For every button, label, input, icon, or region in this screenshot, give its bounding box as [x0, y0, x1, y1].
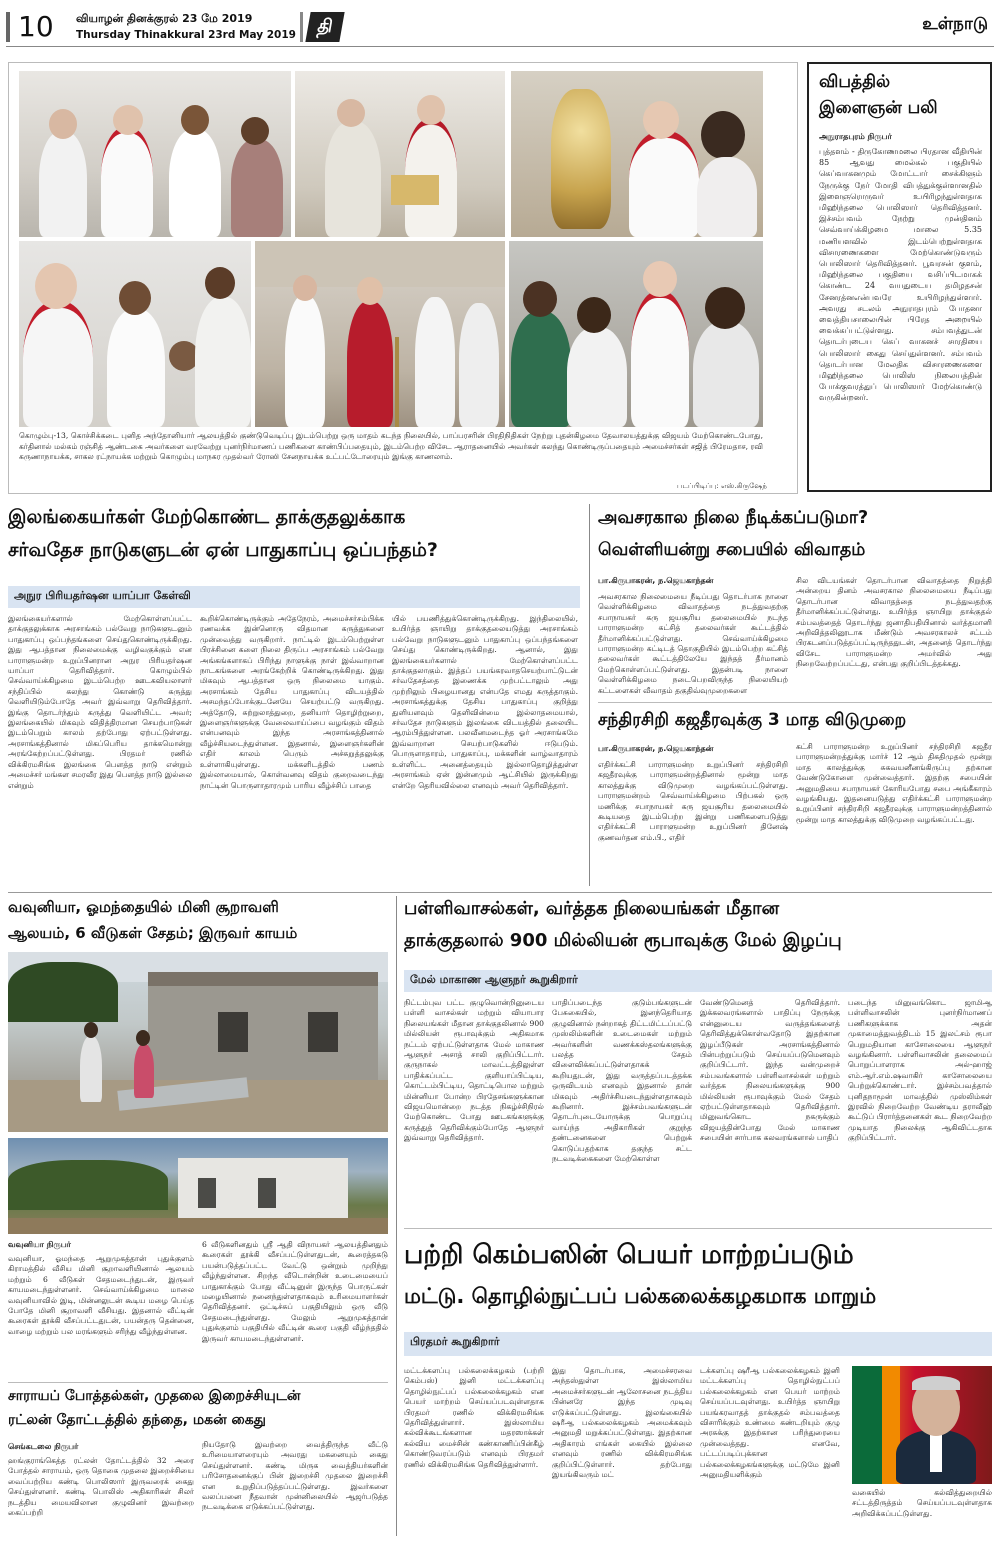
leave-headline: சந்திரசிறி கஜதீரவுக்கு 3 மாத விடுமுறை [598, 710, 907, 730]
masthead-date-english: Thursday Thinakkural 23rd May 2019 [76, 29, 296, 41]
emergency-col-2: சில விடயங்கள் தொடர்பான விவாதத்தை நிறுத்தி அன்றைய தினம் அவசரகால நிலைமையை நீடிப்பது தொடர்பான விவாதத்தை நடத்துவதற்கு தீர்மானிக்கப்பட்டுள்ளது. உயிர்த்த ஞாயிறு தாக்குதல் சம்பவத்தைத் தொடர்ந்து ஜனாதிபதியினால் வர்த்தமானி அறிவித்தலினூடாக மீண்டும் அவசரகாலச் சட்டம் பிரகடனப்படுத்தப்பட்டிருந்ததுடன், அதனைத் தொடர்ந்து விசேட பாராளுமன்ற அமர்வில் அது நிறைவேற்றப்பட்டது, என்பது குறிப்பிடத்தக்கது. [796, 576, 992, 669]
masthead [0, 0, 1000, 50]
leave-top-rule [598, 702, 992, 703]
newspaper-logo [305, 12, 344, 42]
mosque-col-1: நிட்டம்புவ பட்ட குழுவொன்றினுடைய பள்ளி வாசல்கள் மற்றும் வியாபார நிலையங்கள் மீதான தாக்குதலினால் 900 மில்லியன் ரூபாவுக்கும் அதிகமாக நட்டம் ஏற்பட்டுள்ளதாக மேல் மாகாண ஆளுநர் அசாத் சாலி குறிப்பிட்டார். குருநாகல் மாவட்டத்திலுள்ள பாதிக்கப்பட்ட குளியாப்பிட்டிய, கொட்டம்பிட்டிய, தொட்டிபொல மற்றும் மின்னியா போன்ற பிரதேசங்களுக்கான விஜயமொன்றை நடத்த நிகழ்ச்சிநிரல் மேற்கொண்ட போது ஊடகங்களுக்கு கருத்துத் தெரிவிக்கும்போதே ஆளுநர் இவ்வாறு தெரிவித்தார். [404, 998, 544, 1143]
photo-collage [8, 62, 798, 494]
mosque-headline-line2: தாக்குதலால் 900 மில்லியன் ரூபாவுக்கு மேல் இழப்பு [404, 930, 842, 951]
side-story-headline-line1: விபத்தில் [819, 72, 891, 92]
arrest-headline-line2: ரட்லன் தோட்டத்தில் தந்தை, மகன் கைது [8, 1412, 266, 1428]
pact-headline-line1: இலங்கையர்கள் மேற்கொண்ட தாக்குதலுக்காக [8, 506, 406, 528]
emergency-headline-line1: அவசரகால நிலை நீடிக்கப்படுமா? [598, 508, 869, 528]
column-divider-lower [396, 896, 397, 1536]
pact-deck: அநுர பிரியதர்ஷன யாப்பா கேள்வி [8, 586, 580, 608]
photo-statue-veneration [511, 71, 763, 237]
page-number: 10 [18, 10, 54, 43]
campus-headline-line2: மட்டு. தொழில்நுட்பப் பல்கலைக்கழகமாக மாறும் [404, 1284, 877, 1308]
emergency-headline-line2: வெள்ளியன்று சபையில் விவாதம் [598, 540, 866, 560]
mosque-col-2: பாதிப்படைந்த குடும்பங்களுடன் பேசுகையில், இனந்தெரியாத குழுவினால் நன்றாகத் திட்டமிட்டப்பட்டு முஸ்லிம்களின் உடைமைகள் மற்றும் அவர்களின் வணக்கஸ்தலங்களுக்கு பலத்த சேதம் விளைவிக்கப்பட்டுள்ளதாகக் கூறியதுடன், இது வருத்தப்படத்தக்க ஒருவிடயம் எனவும் இதனால் தான் மிகவும் அதிர்ச்சியடைந்துள்ளதாகவும் கூறினார். இச்சம்பவங்களுடன் தொடர்புடையோருக்கு பொறுப்பு வாய்ந்த அதிகாரிகள் குறுந்த தண்டனைகளை பெற்றுக் கொடுப்பதற்காக தகுந்த சட்ட நடவடிக்கைகளை மேற்கொள்ள [552, 998, 692, 1164]
photo-caption: கொழும்பு-13, கொச்சிக்கடை புனித அந்தோனியார் ஆலயத்தில் குண்டுவெடிப்பு இடம்பெற்று ஒரு மாதம் கடந்த நிலையில், பாப்பரசரின் பிரதிநிதிகள் நேற்று புதன்கிழமை தேவாலயத்துக்கு விஜயம் மேற்கொண்டபோது, கர்தினால் மல்கம் ரஞ்சித் ஆண்டகை அவர்களை வரவேற்று புனர்நிர்மாணப் பணிகளை காண்பிப்பதையும், இடம்பெற்ற விசேட ஆராதனையில் அவர்கள் கலந்து கொண்டிருப்பதையும் அமைச்சர்கள் சஜித் பிரேமதாச, ரவி கருணாநாயக்க, சாகல ரட்நாயக்க மற்றும் கொழும்பு மாநகர முதல்வர் ரோஸி சேனநாயக்க உட்பட்டோரையும் இங்கு காணலாம். [19, 431, 763, 462]
photo-damaged-house [8, 952, 388, 1132]
pact-col-2: கூறிக்கொண்டிருக்கும் அதேநேரம், அமைச்சர்சம்பிக்க ரணவக்க இன்னொரு விதமான கருத்துகளை முன்வைத்து வருகிறார். நாட்டில் இடம்பெற்றுள்ள பிரச்சினை களை நிலை திருப்ப அரசாங்கம் பல்வேறு அங்கங்களாகப் பிரிந்து நாளுக்கு நாள் இவ்வாறான நாடகங்களை அரங்கேற்றிக் கொண்டிருக்கிறது. இது மிகவும் ஆபத்தான ஒரு நிலைமை யாகும். அரசாங்கம் தேசிய பாதுகாப்பு விடயத்தில் அசமந்தப்போக்குடனேயே செயற்பட்டு வருகிறது. அத்தோடு, சுற்றுலாத்துறை, தனியார் தொழிற்றுறை, இளைஞர்களுக்கு வேலைவாய்ப்பை வழங்கும் விதம் என்பனவும் இந்த அரசாங்கத்தினால் வீழ்ச்சியடைந்துள்ளன. இதனால், இளைஞர்களின் எதிர் காலம் பெரும் அச்சுறுத்தலுக்கு உள்ளாகியுள்ளது. மக்களிடத்தில் பணம் இல்லாமையால், கொள்வனவு விதம் குறைவடைந்து நாட்டின் பொருளாதாரமும் பாரிய வீழ்ச்சிப் பாதை [200, 614, 384, 790]
page-number-tab [6, 12, 10, 42]
campus-col-1: மட்டக்களப்பு பல்கலைக்கழகம் (பற்றி கெம்பஸ்) இனி மட்டக்களப்பு தொழில்நுட்பப் பல்கலைக்கழகம் என பெயர் மாற்றம் செய்யப்படவுள்ளதாக பிரதமர் ரணில் விக்கிரமசிங்க தெரிவித்துள்ளார். இஸ்லாமிய கல்விக்கூடங்களான மதரஸாக்கள் கல்விய மைச்சின் கண்காணிப்பின்கீழ் கொண்டுவரப்படும் எனவும் பிரதமர் ரணில் விக்கிரமசிங்க தெரிவித்துள்ளார். [404, 1366, 544, 1469]
photo-cardinal-greeting [19, 71, 291, 237]
side-story-byline: அநுராதபுரம் நிருபர் [819, 132, 892, 141]
emergency-byline: பா.கிருபாகரன், ந.ஜெயகாந்தன் [598, 576, 714, 585]
photo-prime-minister [852, 1366, 992, 1484]
storm-headline-line2: ஆலயம், 6 வீடுகள் சேதம்; இருவர் காயம் [8, 924, 298, 942]
newspaper-logo-letter: தி [315, 16, 335, 37]
arrest-top-rule [8, 1382, 388, 1383]
mosque-col-4: படைந்த மினுவங்கொட ஜாமிஆ பள்ளிவாசலின் புனர்நிர்மாணப் பணிகளுக்காக அதன் முகாமைத்துவத்திடம் 15 இலட்சம் ரூபா பெறுமதியான காசோலையை ஆளுநர் வழங்கினார். பள்ளிவாசலின் தலைமைப் பொறுப்பாளராக அல்-ஹாஜ் எம்.ஆர்.எம்.ஷவாகிர் காசோலையை பெற்றுக்கொண்டார். இச்சம்பவத்தால் புனிதநாமூன் மாவத்தில் முஸ்லிம்கள் இரவில் நிறைவேற்ற வேண்டிய தராவீஹ் கூட்டுப் பிரார்த்தனைகள் கூட நிறைவேற்ற முடியாத நிலைக்கு ஆகிவிட்டதாக குறிப்பிட்டார். [848, 998, 992, 1143]
campus-headline-line1: பற்றி கெம்பஸின் பெயர் மாற்றப்படும் [404, 1240, 854, 1270]
section-name: உள்நாடு [922, 14, 988, 34]
photo-altar-service [295, 71, 505, 237]
arrest-col-1: ஹங்குராங்கெத்த ரட்லன் தோட்டத்தில் 32 அரை போத்தல் சாராயம், ஒரு தொகை முதலை இறைச்சியை வைப்பற்றிய கண்டி பொலிஸார் இருவரைக் கைது செய்துள்ளனர். கண்டி பொலிஸ் அதிகாரிகள் சிலர் நடத்திய மையவிலான குழுவினர் இவற்றை கைப்பற்றி [8, 1456, 194, 1518]
photo-cardinal-with-child [19, 241, 251, 427]
photo-roofless-house [8, 1138, 388, 1234]
pact-headline-line2: சர்வதேச நாடுகளுடன் ஏன் பாதுகாப்பு ஒப்பந்தம்? [8, 539, 438, 561]
campus-col-3: டக்களப்பு ஷரீஆ பல்கலைக்கழகம் இனி மட்டக்களப்பு தொழில்நுட்பப் பல்கலைக்கழகம் என பெயர் மாற்றம் செய்யப்படவுள்ளது. உயிர்த்த ஞாயிறு பயங்கரவாதத் தாக்குதல் சம்பவத்தை விசாரிக்கும் உண்மை கண்டறியும் குழு அரசுக்கு இதற்கான பரிந்துரையை முன்வைத்தது. எனவே, பட்டப்படிப்புக்கான பல்கலைக்கழகங்களுக்கு மட்டுமே இனி அனுமதியளிக்கும் [700, 1366, 840, 1480]
campus-deck: பிரதமர் கூறுகிறார் [404, 1332, 992, 1356]
column-divider [589, 504, 590, 886]
mosque-headline-line1: பள்ளிவாசல்கள், வர்த்தக நிலையங்கள் மீதான [404, 898, 780, 919]
masthead-divider [300, 12, 303, 42]
arrest-headline-line1: சாராயப் போத்தல்கள், முதலை இறைச்சியுடன் [8, 1388, 301, 1404]
campus-top-rule [404, 1228, 992, 1229]
leave-col-1: எதிர்க்கட்சி பாராளுமன்ற உறுப்பினர் சந்திரசிறி கஜதீரவுக்கு பாராளுமன்றத்தினால் மூன்று மாத காலத்துக்கு விடுமுறை வழங்கப்பட்டுள்ளது. பாராளுமன்றம் செவ்வாய்க்கிழமை பிற்பகல் ஒரு மணிக்கு சபாநாயகர் கரு ஜயசூரிய தலைமையில் கூடியதை இடம்பெற்ற இன்று பணிகளைபடுத்து எதிர்க்கட்சி பாராளுமன்ற உறுப்பினர் தினேஷ் குணவர்தன எம்.பி., எதிர் [598, 760, 788, 842]
photo-credit: படப்பிடிப்பு: எஸ்.கிருஷேந் [676, 481, 767, 490]
mosque-col-3: வேண்டுமெனத் தெரிவித்தார். இக்கலவரங்களால் பாதிப்பு நேருக்கு என்னுடைய வருத்தங்களைத் தெரிவித்துக்கொள்வதோடு இதற்கான இழப்பீடுகள் அரசாங்கத்தினால் பின்பற்றுப்படும் செய்யப்படுமெனவும் குறிப்பிட்டார். இந்த வன்முறைச் சம்பவங்களால் பள்ளிவாசல்கள் மற்றும் வர்த்தக நிலையங்களுக்கு 900 மில்லியன் ரூபாவுக்கும் மேல் சேதம் ஏற்பட்டுள்ளதாகவும் தெரிவித்தார். மினுவங்கொட நகருக்கும் விஜயத்தின்போது மேல் மாகாண சபையின் சார்பாக கலவரங்களால் பாதிப் [700, 998, 840, 1143]
section-rule-middle [8, 892, 992, 893]
side-story-body: புத்தளம் - திருகோணமலை பிரதான வீதியின் 85 ஆவது மைல்கல் பகுதியில் கெப்வாகனமும் மோட்டார் சைக்கிளும் நேருக்கு நேர் மோதி விபத்துக்குள்ளானதில் இளைஞரொருவர் உயிரிழந்துள்ளதாக மிஹிந்தலை பொலிஸார் தெரிவித்தனர். இச்சம்பவம் நேற்று முன்தினம் செவ்வாய்க்கிழமை மாலை 5.35 மணியளவில் இடம்பெற்றுள்ளதாக விசாரணைகளை மேற்கொண்டுவரும் பொலிஸார் தெரிவித்தனர். பூவரசன் குளம், மிஹிந்தலை பகுதியை வசிப்பிடமாகக் கொண்ட 24 வயதுடைய தமிழதசன் சேனரத்னஎன்பவரே உயிரிழந்துள்ளார். அவரது சடலம் அநுராதபுரம் போதனா வைத்தியசாலையின் பிரேத அறையில் வைக்கப்பட்டுள்ளது. சம்பவத்துடன் தொடர்புடைய கெப் வாகனச் சாரதியை பொலிஸார் கைது செய்துள்ளனர். சம்பவம் தொடர்பான மேலதிக விசாரணைகளை மிஹிந்தலை பொலிஸ் நிலையத்தின் போக்குவரத்துப் பொலிஸார் மேற்கொண்டு வருகின்றனர். [819, 147, 982, 403]
storm-headline-line1: வவுனியா, ஓமந்தையில் மினி சூறாவளி [8, 898, 279, 916]
storm-byline: வவுனியா நிருபர் [8, 1240, 71, 1249]
leave-col-2: கட்சி பாராளுமன்ற உறுப்பினர் சந்திரசிறி கஜதீர பாராளுமன்றத்துக்கு மார்ச் 12 ஆம் திகதிமுதல் மூன்று மாத காலத்துக்கு சுகவயனீனங்கிருப்பு தற்கான வேண்டுகோளை முன்வைத்தார். இதற்கு சபையின் அனுமதியை சபாநாயகர் கோரியபோது சபை அங்கீகாரம் வழங்கியது. இதனையடுத்து எதிர்க்கட்சி பாராளுமன்ற உறுப்பினர் சந்திரசிறி கஜதீரவுக்கு பாராளுமன்றத்தினால் மூன்று மாத காலத்துக்கு விடுமுறை வழங்கப்பட்டது. [796, 742, 992, 824]
pact-col-3: யில் பயணித்துக்கொண்டிருக்கிறது. இந்திலையில், உயிர்த்த ஞாயிறு தாக்குதலையடுத்து அரசாங்கம் பல்வேறு நாடுகளுடனும் பாதுகாப்பு ஒப்பந்தங்களை செய்து கொண்டிருக்கிறது. ஆனால், இது இலங்கையர்களால் மேற்கொள்ளப்பட்ட தாக்குதலாகும். இத்தப் பயங்கரவாதசெயற்பாட்டுடன் சர்வதேசத்தை இணைக்க முற்பட்டாலும் அது முற்றிலும் பிழையானது என்பதே எமது கருத்தாகும். அரசாங்கத்துக்கு தேசிய பாதுகாப்பு குறித்து துளியளவும் தெளிவின்மை இல்லாதமையால், சர்வதேச நாடுகளும் இலங்கை விடயத்தில் தலையிட ஆரம்பித்துள்ளன. பலவீனமடைந்த ஓர் அரசாங்கமே இவ்வாறான செயற்பாடுகளில் ஈடுபடும். பொருளாதாரம், பாதுகாப்பு, மக்களின் வாழ்வாதாரம் உள்ளிட்ட அனைத்தையும் இல்லாதொழித்துள்ள அரசாங்கம் ஏன் இன்னமும் ஆட்சியில் இருக்கிறது என்றே தெரியவில்லை எனவும் அவர் தெரிவித்தார். [392, 614, 578, 790]
storm-col-2: 6 வீடுகளினதும் ஸ்ரீ ஆதி விநாயகர் ஆலயத்தினதும் கூரைகள் தூக்கி வீசப்பட்டுள்ளதுடன், கூரைத்தகடு பயன்படுத்தப்பட்ட வேட்டு ஒன்றும் முறிந்து வீழ்ந்துள்ளன. சிறந்த வீடொன்றின் உடைமையைப் பாதுகாக்கும் போது வீட்டினுள் இருந்த பொருட்கள் மழையினால் நனைந்துள்ளதாகவும் உரிமையாளர்கள் தெரிவித்தனர். ஒட்டிச்சுப் பகுதியிலும் ஒரு வீடு சேதமடைந்துள்ளது. மேலும் ஆறுமுகத்தான் புதுக்குளம் பகுதியில் வீட்டின் கூரை பகுதி வீழ்ந்ததில் இருவர் காயமடைந்துள்ளனர். [202, 1240, 388, 1343]
side-story-headline-line2: இளைஞன் பலி [819, 98, 938, 118]
side-story-accident [807, 62, 992, 492]
photo-crowd-greeting [509, 241, 763, 427]
masthead-rule [6, 46, 994, 47]
storm-col-1: வவுனியா, ஓமந்தை ஆறுமுகத்தான் புதுக்குளம் கிராமத்தில் வீசிய மினி சூறாவளியினால் ஆலயம் மற்றும் 6 வீடுகள் சேதமடைந்துடன், இருவர் காயமடைந்துள்ளனர். செவ்வாய்க்கிழமை மாலை வவுனியாவில் இடி, மின்னலுடன் கூடிய மழை பெய்த போதே மினி சூறாவளி வீசியது. இதனால் வீட்டின் கூரைகள் தூக்கி வீசப்பட்டதுடன், பயன்தரு தென்னை, வாழை மற்றும் பல மரங்களும் சரிந்து வீழ்ந்துள்ளன. [8, 1254, 194, 1336]
pact-col-1: இலங்கையர்களால் மேற்கொள்ளப்பட்ட தாக்குதலுக்காக அரசாங்கம் பல்வேறு நாடுகளுடனும் பாதுகாப்பு ஒப்பந்தங்களை செய்துகொண்டிருக்கிறது. இது ஆபத்தான நிலைமைக்கு வழிவகுக்கும் என பாராளுமன்ற உறுப்பினரான அநுர பிரியதர்ஷன யாப்பா தெரிவித்தார். கொழும்பில் செவ்வாய்க்கிழமை இடம்பெற்ற ஊடகவியலாளர் சந்திப்பில் கலந்து கொண்டு கருத்து வெளியிடும்போதே அவர் இவ்வாறு தெரிவித்தார். இங்கு தொடர்ந்தும் கருத்து வெளியிட்ட அவர்; இலங்கையில் மிகவும் விதித்திரமான செயற்பாடுகள் இடம்பெறும் காலம் தற்போது ஏற்பட்டுள்ளது. அரசாங்கத்தினால் மிகப்பெரிய தாக்கமொன்று அரங்கேற்றப்பட்டுள்ளது. பிரதமர் ரணில் விக்கிரமசிங்க இலங்கை பௌத்த நாடு என்றும் அமைச்சர் மங்கள சமரவீர இது பௌத்த நாடு இல்லை என்றும் [8, 614, 192, 790]
masthead-date-tamil: வியாழன் தினக்குரல் 23 மே 2019 [76, 12, 253, 25]
mosque-deck: மேல் மாகாண ஆளுநர் கூறுகிறார் [404, 970, 992, 992]
campus-photo-caption: வகையில் கல்வித்துறையில் சட்டத்திருத்தம் செய்யப்படவுள்ளதாக அறிவிக்கப்பட்டுள்ளது. [852, 1488, 992, 1518]
arrest-col-2: நியதோடு இவற்றை வைத்திருந்த வீட்டு உரிமையாளரையும் அவரது மகனையும் கைது செய்துள்ளனர். கண்டி மிருக வைத்தியர்களின் பரிசோதனைக்குப் பின் இறைச்சி முதலை இறைச்சி என உறுதிப்படுத்தப்பட்டுள்ளது. இவர்களை வலப்பனை நீதவான் முன்னிலையில் ஆஜர்படுத்த நடவடிக்கை எடுக்கப்பட்டுள்ளது. [202, 1440, 388, 1512]
campus-col-2: இது தொடர்பாக, அமைச்சரவை அந்தஸ்துள்ள இஸ்லாமிய அமைச்சர்களுடன் ஆலோசனை நடத்திய பின்னரே இந்த முடிவு எடுக்கப்பட்டுள்ளது. இலங்கையில் ஷரீஆ பல்கலைக்கழகம் அமைக்கவும் அனுமதி மறுக்கப்பட்டுள்ளது. இதற்கான அதிகாரம் எங்கள் கையில் இல்லை எனவும் ரணில் விக்கிரமசிங்க குறிப்பிட்டுள்ளார். தற்போது இயங்கிவரும் மட் [552, 1366, 692, 1480]
arrest-byline: செங்கடலை நிருபர் [8, 1442, 79, 1451]
emergency-col-1: அவசரகால நிலைமையை நீடிப்பது தொடர்பாக நாளை வெள்ளிக்கிழமை விவாதத்தை நடத்துவதற்கு சபாநாயகர் கரு ஜயசூரிய தலைமையில் நடந்த பாராளுமன்ற கட்சித் தலைவர்கள் கூட்டத்தில் தீர்மானிக்கப்பட்டுள்ளது. செவ்வாய்க்கிழமை பாராளுமன்ற கட்டிடத் தொகுதியில் இடம்பெற்ற கட்சித் தலைவர்கள் கூட்டத்திலேயே இந்தத் தீர்மானம் மேற்கொள்ளப்பட்டுள்ளது. இதன்படி நாளை வெள்ளிக்கிழமை நடைபெறவிருந்த நிலையியற் கட்டளைகள் வீவாதம் தகுதிவ்வுமுறைகளை [598, 592, 788, 695]
leave-byline: பா.கிருபாகரன், ந.ஜெயகாந்தன் [598, 744, 714, 753]
photo-church-interior [255, 241, 505, 427]
